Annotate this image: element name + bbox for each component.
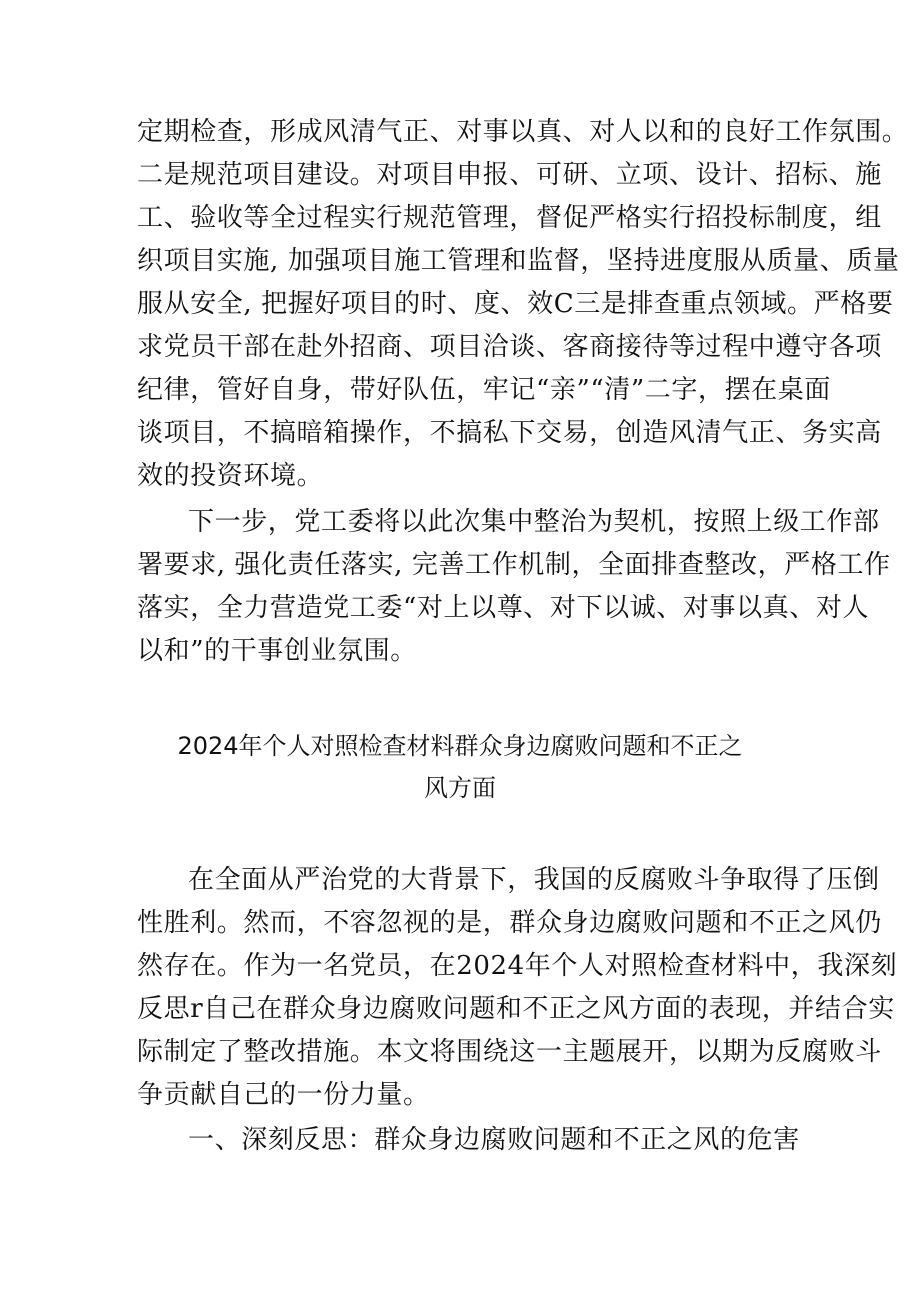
paragraph-line: 落实，全力营造党工委“对上以尊、对下以诚、对事以真、对人 <box>137 593 870 623</box>
paragraph-line: 署要求, 强化责任落实, 完善工作机制，全面排查整改，严格工作 <box>137 550 891 580</box>
paragraph-line: 谈项目，不搞暗箱操作，不搞私下交易，创造风清气正、务实高 <box>137 418 882 448</box>
paragraph-line: 效的投资环境。 <box>137 461 324 491</box>
document-title-line-2: 风方面 <box>424 774 496 802</box>
paragraph-line: 二是规范项目建设。对项目申报、可研、立项、设计、招标、施 <box>137 160 882 190</box>
paragraph-line: 反思r自己在群众身边腐败问题和不正之风方面的表现，并结合实 <box>137 994 895 1024</box>
paragraph-line: 纪律，管好自身，带好队伍，牢记“亲”“清”二字，摆在桌面 <box>137 375 831 405</box>
paragraph-line: 以和”的干事创业氛围。 <box>137 636 417 666</box>
paragraph-line: 争贡献自己的一份力量。 <box>137 1080 430 1110</box>
paragraph-line: 定期检查，形成风清气正、对事以真、对人以和的良好工作氛围。 <box>137 117 909 147</box>
paragraph-line: 求党员干部在赴外招商、项目洽谈、客商接待等过程中遵守各项 <box>137 332 882 362</box>
paragraph-line: 下一步，党工委将以此次集中整治为契机，按照上级工作部 <box>188 507 880 537</box>
section-heading: 一、深刻反思：群众身边腐败问题和不正之风的危害 <box>188 1125 800 1155</box>
paragraph-line: 在全面从严治党的大背景下，我国的反腐败斗争取得了压倒 <box>188 865 880 895</box>
paragraph-line: 性胜利。然而，不容忽视的是，群众身边腐败问题和不正之风仍 <box>137 908 882 938</box>
paragraph-line: 服从安全, 把握好项目的时、度、效C三是排查重点领域。严格要 <box>137 289 894 319</box>
paragraph-line: 然存在。作为一名党员，在2024年个人对照检查材料中，我深刻 <box>137 951 898 981</box>
paragraph-line: 工、验收等全过程实行规范管理，督促严格实行招投标制度，组 <box>137 203 882 233</box>
paragraph-line: 织项目实施, 加强项目施工管理和监督，坚持进度服从质量、质量 <box>137 246 900 276</box>
paragraph-line: 际制定了整改措施。本文将围绕这一主题展开，以期为反腐败斗 <box>137 1037 882 1067</box>
document-title-line-1: 2024年个人对照检查材料群众身边腐败问题和不正之 <box>177 732 743 760</box>
